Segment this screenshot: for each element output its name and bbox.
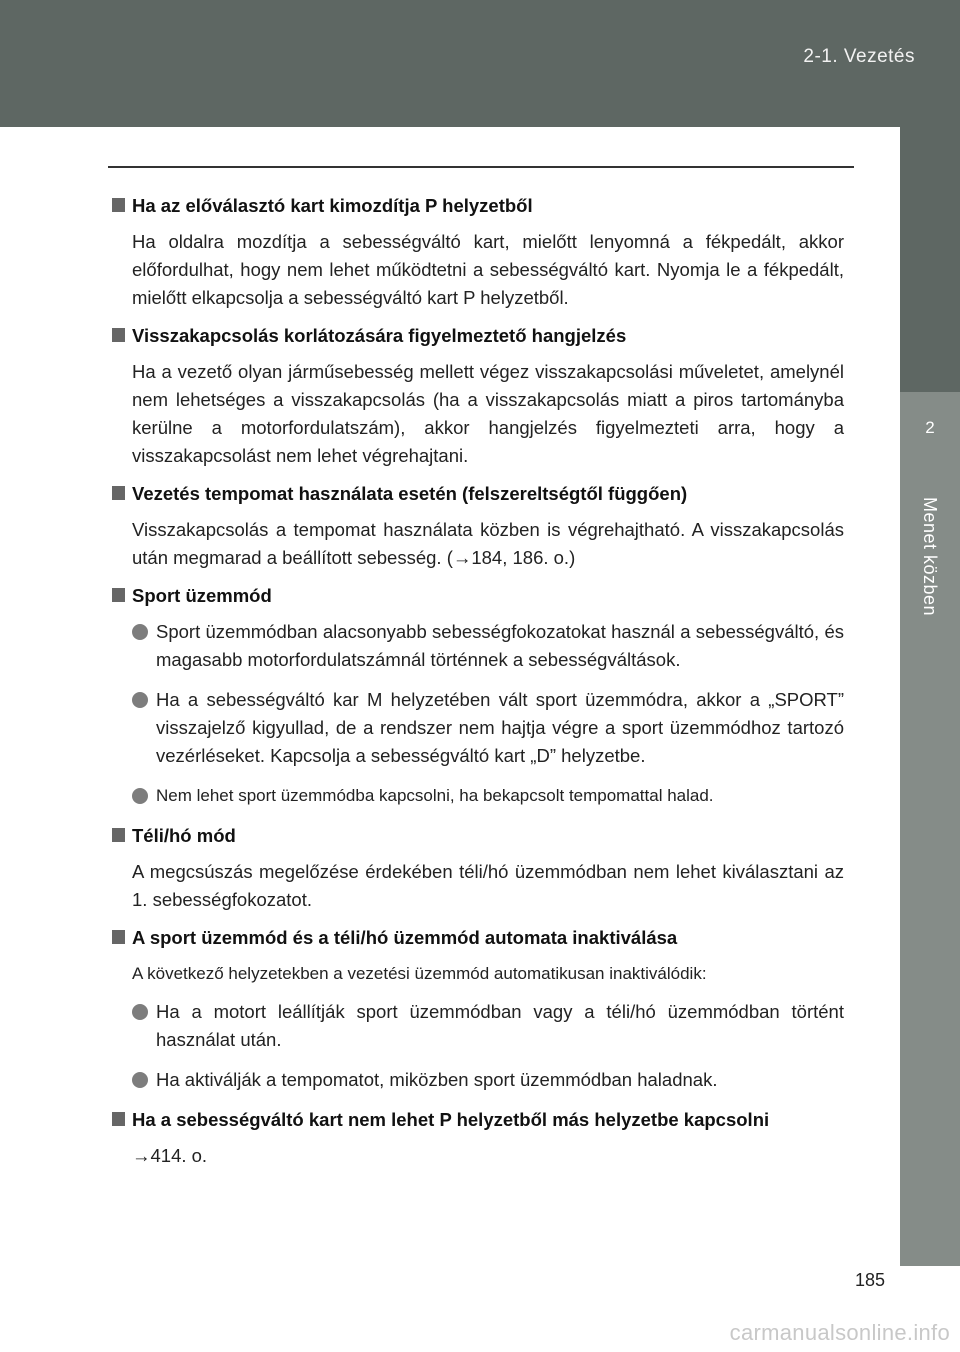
section-heading: Visszakapcsolás korlátozására figyelmeztető hangjelzés	[112, 322, 844, 350]
list-item: Ha a motort leállítják sport üzemmódban vagy a téli/hó üzemmódban történt használat után.	[132, 998, 844, 1054]
side-tab	[900, 392, 960, 1266]
section-paragraph: A következő helyzetekben a vezetési üzemmód automatikusan inaktiválódik:	[132, 964, 707, 983]
square-bullet-icon	[112, 828, 125, 842]
page-number: 185	[854, 1270, 885, 1290]
circle-bullet-icon	[132, 1004, 148, 1020]
list-item: Ha a sebességváltó kar M helyzetében vált sport üzemmódra, akkor a „SPORT” visszajelző kigyullad, de a rendszer nem hajtja végre a sport üzemmódhoz tartozó vezérléseket. Kapcsolja a sebességváltó kart „D” helyzetbe.	[132, 686, 844, 770]
section-paragraph: A megcsúszás megelőzése érdekében téli/hó üzemmódban nem lehet kiválasztani az 1. sebességfokozatot.	[132, 861, 844, 910]
section-heading: Vezetés tempomat használata esetén (felszereltségtől függően)	[112, 480, 844, 508]
chapter-name: Menet közben	[920, 497, 940, 617]
list-item: Ha aktiválják a tempomatot, miközben sport üzemmódban haladnak.	[132, 1066, 844, 1094]
section-heading: Ha az előválasztó kart kimozdítja P helyzetből	[112, 192, 844, 220]
section-paragraph: Visszakapcsolás a tempomat használata közben is végrehajtható. A visszakapcsolás után megmarad a beállított sebesség. (→184, 186. o.)	[132, 519, 844, 568]
side-tab-top	[900, 127, 960, 392]
square-bullet-icon	[112, 1112, 125, 1126]
section-heading: Ha a sebességváltó kart nem lehet P helyzetből más helyzetbe kapcsolni	[112, 1106, 844, 1134]
page-header	[0, 0, 960, 127]
section-heading: Téli/hó mód	[112, 822, 844, 850]
section-heading: Sport üzemmód	[112, 582, 844, 610]
chapter-number: 2	[925, 418, 935, 437]
circle-bullet-icon	[132, 692, 148, 708]
page-content	[112, 192, 844, 1180]
square-bullet-icon	[112, 930, 125, 944]
section-title: 2-1. Vezetés	[803, 46, 915, 67]
square-bullet-icon	[112, 198, 125, 212]
square-bullet-icon	[112, 486, 125, 500]
section-heading: A sport üzemmód és a téli/hó üzemmód automata inaktiválása	[112, 924, 844, 952]
list-item: Sport üzemmódban alacsonyabb sebességfokozatokat használ a sebességváltó, és magasabb motorfordulatszámnál történnek a sebességváltások.	[132, 618, 844, 674]
square-bullet-icon	[112, 328, 125, 342]
square-bullet-icon	[112, 588, 125, 602]
circle-bullet-icon	[132, 1072, 148, 1088]
page-reference: →414. o.	[132, 1145, 208, 1166]
list-item: Nem lehet sport üzemmódba kapcsolni, ha bekapcsolt tempomattal halad.	[132, 782, 844, 810]
circle-bullet-icon	[132, 624, 148, 640]
top-rule	[108, 166, 854, 168]
section-paragraph: Ha oldalra mozdítja a sebességváltó kart, mielőtt lenyomná a fékpedált, akkor előfordulhat, hogy nem lehet működtetni a sebességváltó kart. Nyomja le a fékpedált, mielőtt elkapcsolja a sebességváltó kart P helyzetből.	[132, 231, 844, 308]
section-paragraph: Ha a vezető olyan járműsebesség mellett végez visszakapcsolási műveletet, amelynél nem lehetséges a visszakapcsolás (ha a visszakapcsolás miatt a piros tartományba kerülne a motorfordulatszám), akkor hangjelzés figyelmezteti arra, hogy a visszakapcsolást nem lehet végrehajtani.	[132, 361, 844, 466]
watermark: carmanualsonline.info	[729, 1320, 950, 1345]
circle-bullet-icon	[132, 788, 148, 804]
